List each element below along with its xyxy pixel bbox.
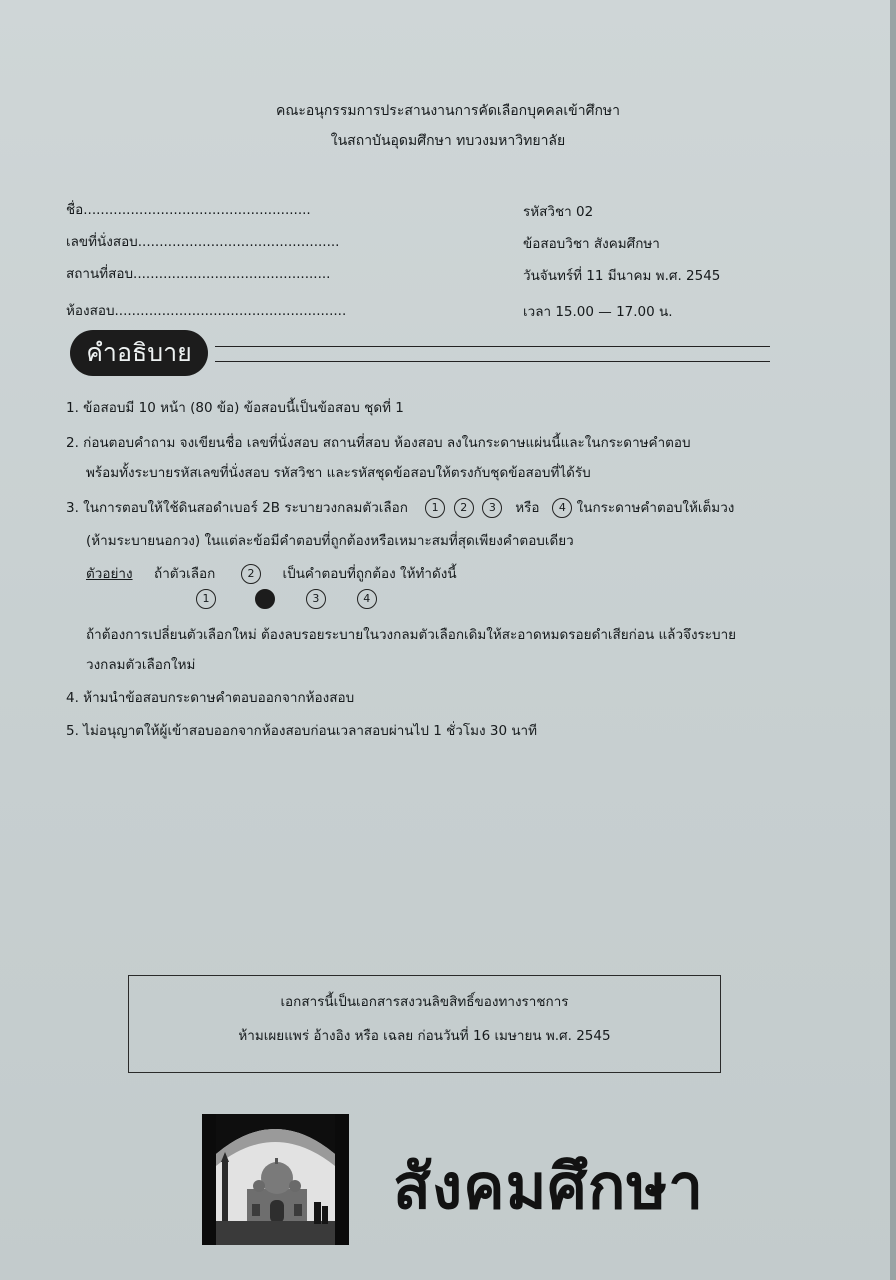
subject-code: รหัสวิชา 02 (523, 204, 594, 220)
cover-title: สังคมศึกษา (393, 1150, 705, 1223)
example-answer-row (196, 589, 377, 609)
instruction-1: 1. ข้อสอบมี 10 หน้า (80 ข้อ) ข้อสอบนี้เป็นข้อสอบ ชุดที่ 1 (66, 400, 404, 416)
choice-circle-icon: 4 (357, 589, 377, 609)
exam-time: เวลา 15.00 — 17.00 น. (523, 304, 673, 320)
subject-name: ข้อสอบวิชา สังคมศึกษา (523, 236, 660, 252)
change-answer-cont: วงกลมตัวเลือกใหม่ (86, 657, 196, 673)
taj-mahal-illustration (202, 1114, 349, 1245)
exam-room-field: ห้องสอบ...................................................... (66, 303, 347, 319)
copyright-notice-box (128, 975, 721, 1073)
change-answer-text: ถ้าต้องการเปลี่ยนตัวเลือกใหม่ ต้องลบรอยระบายในวงกลมตัวเลือกเดิมให้สะอาดหมดรอยดำเสียก่อน แล้วจึงระบาย (86, 627, 737, 643)
seat-number-field: เลขที่นั่งสอบ............................................... (66, 234, 340, 250)
example-label: ตัวอย่าง (86, 566, 133, 582)
header-institution: ในสถาบันอุดมศึกษา ทบวงมหาวิทยาลัย (330, 133, 566, 149)
header-committee: คณะอนุกรรมการประสานงานการคัดเลือกบุคคลเข้าศึกษา (275, 103, 621, 119)
name-field: ชื่อ..................................................... (66, 202, 311, 218)
exam-place-field: สถานที่สอบ.............................................. (66, 266, 331, 282)
instruction-4: 4. ห้ามนำข้อสอบกระดาษคำตอบออกจากห้องสอบ (66, 690, 355, 706)
notice-line-1: เอกสารนี้เป็นเอกสารสงวนลิขสิทธิ์ของทางราชการ (280, 994, 569, 1010)
instruction-3-cont: (ห้ามระบายนอกวง) ในแต่ละข้อมีคำตอบที่ถูกต้องหรือเหมาะสมที่สุดเพียงคำตอบเดียว (86, 533, 574, 549)
divider-line (215, 361, 770, 362)
instruction-5: 5. ไม่อนุญาตให้ผู้เข้าสอบออกจากห้องสอบก่อนเวลาสอบผ่านไป 1 ชั่วโมง 30 นาที (66, 723, 538, 739)
or-text: หรือ (515, 500, 540, 516)
choice-circle-icon: 1 (196, 589, 216, 609)
instruction-3 (66, 496, 734, 518)
filled-choice-icon (255, 589, 275, 609)
choice-circle-icon: 1 (425, 498, 445, 518)
instruction-3-text: 3. ในการตอบให้ใช้ดินสอดำเบอร์ 2B ระบายวงกลมตัวเลือก (66, 500, 408, 516)
instruction-2-cont: พร้อมทั้งระบายรหัสเลขที่นั่งสอบ รหัสวิชา และรหัสชุดข้อสอบให้ตรงกับชุดข้อสอบที่ได้รับ (86, 465, 591, 481)
example-choice-icon: 2 (241, 564, 261, 584)
example-pre: ถ้าตัวเลือก (154, 566, 216, 582)
instruction-3-tail: ในกระดาษคำตอบให้เต็มวง (576, 500, 735, 516)
page-edge (890, 0, 896, 1280)
exam-date: วันจันทร์ที่ 11 มีนาคม พ.ศ. 2545 (523, 268, 721, 284)
taj-mahal-photo (202, 1114, 349, 1245)
choice-circle-icon: 4 (552, 498, 572, 518)
notice-line-2: ห้ามเผยแพร่ อ้างอิง หรือ เฉลย ก่อนวันที่ 16 เมษายน พ.ศ. 2545 (238, 1028, 611, 1044)
choice-circle-icon: 3 (306, 589, 326, 609)
choice-circle-icon: 2 (454, 498, 474, 518)
instruction-2: 2. ก่อนตอบคำถาม จงเขียนชื่อ เลขที่นั่งสอบ สถานที่สอบ ห้องสอบ ลงในกระดาษแผ่นนี้และในกระดาษคำตอบ (66, 435, 691, 451)
choice-circle-icon: 3 (482, 498, 502, 518)
example-line (86, 562, 457, 584)
section-title-badge: คำอธิบาย (70, 330, 208, 376)
divider-line (215, 346, 770, 347)
example-post: เป็นคำตอบที่ถูกต้อง ให้ทำดังนี้ (282, 566, 457, 582)
